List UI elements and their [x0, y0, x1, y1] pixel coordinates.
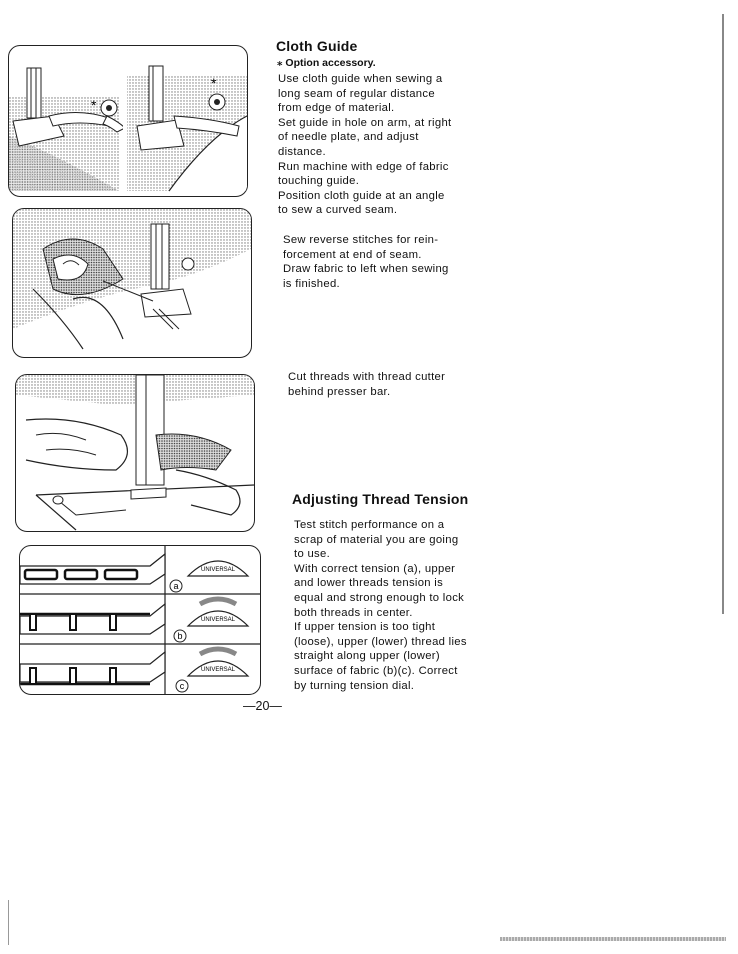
scan-edge-line-right [722, 14, 724, 614]
thread-tension-title: Adjusting Thread Tension [292, 491, 469, 507]
figure-thread-cutter [15, 374, 255, 532]
scan-edge-line-left [8, 900, 9, 945]
figure-cloth-guide [8, 45, 248, 197]
cloth-guide-subtitle: ⁎ Option accessory. [277, 57, 376, 69]
cut-threads-paragraph: Cut threads with thread cutter behind presser bar. [288, 371, 446, 398]
tension-dial-text-c: UNIVERSAL [200, 667, 236, 673]
tension-dial-text-a: UNIVERSAL [200, 567, 236, 573]
tension-label-c: c [179, 681, 185, 691]
thread-tension-paragraph: Test stitch performance on a scrap of material you are going to use. With correct tension (a), upper and lower threads tension is equal and strong enough to lock both threads in center. If upper tension is too tight (loose), upper (lower) thread lies straight along upper (lower) surface of fabric (b)(c). Correct by turning tension dial. [294, 519, 467, 692]
tension-label-a: a [173, 581, 179, 591]
scan-edge-line-bottom [500, 937, 726, 941]
reverse-stitch-paragraph: Sew reverse stitches for rein- forcement at end of seam. Draw fabric to left when sewing is finished. [283, 234, 449, 290]
page-number: —20— [243, 699, 282, 713]
cloth-guide-title: Cloth Guide [276, 38, 358, 54]
cloth-guide-paragraph: Use cloth guide when sewing a long seam of regular distance from edge of material. Set guide in hole on arm, at right of needle plate, and adjust distance. Run machine with edge of fabric touching guide. Position cloth guide at an angle to sew a curved seam. [278, 73, 452, 217]
figure-star-right: * [211, 75, 217, 91]
tension-label-b: b [177, 631, 183, 641]
figure-star-left: * [91, 97, 97, 113]
tension-dial-text-b: UNIVERSAL [200, 617, 236, 623]
figure-reverse-stitch [12, 208, 252, 358]
figure-thread-tension [19, 545, 261, 695]
